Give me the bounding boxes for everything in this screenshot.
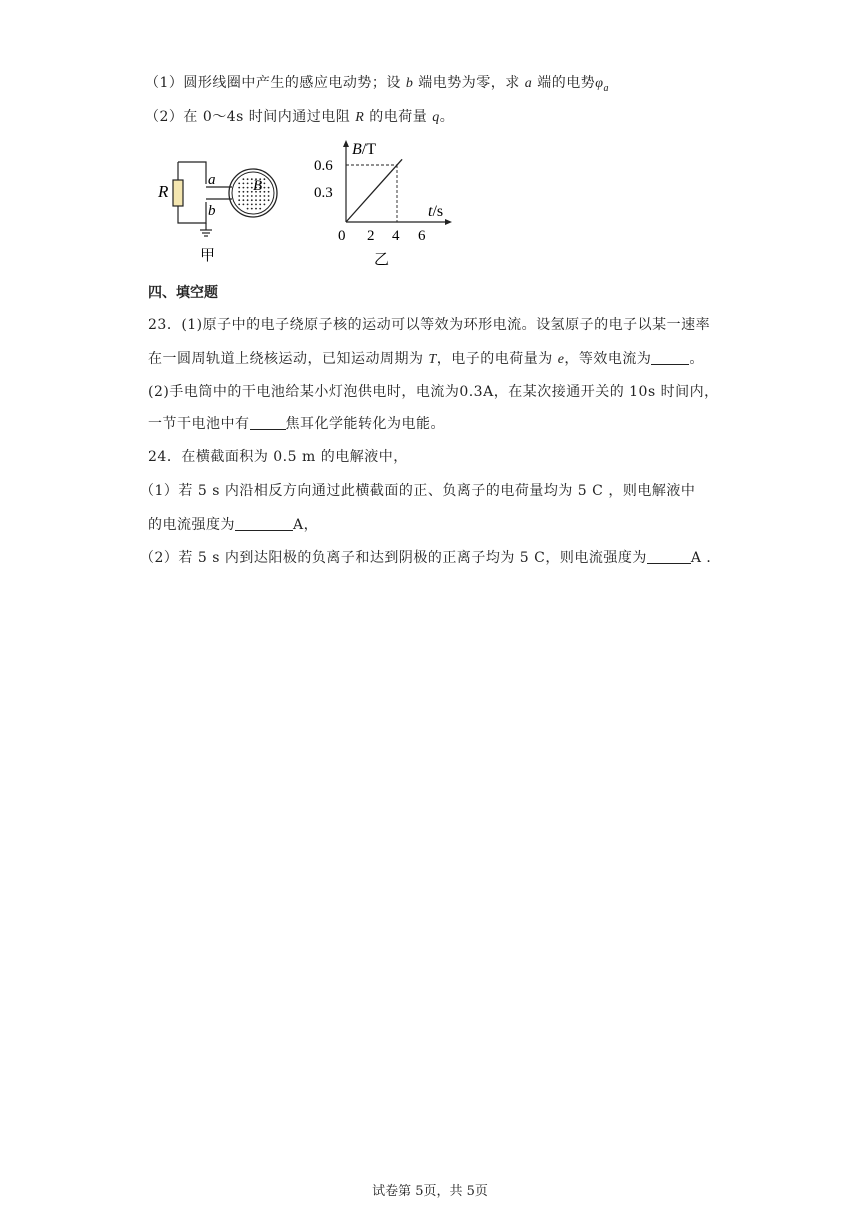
y-tick-0.3: 0.3 [314, 185, 333, 201]
q24-line2: （1）若 5 s 内沿相反方向通过此横截面的正、负离子的电荷量均为 5 C ，则电解液中 [140, 483, 696, 499]
figure-right-caption: 乙 [374, 252, 390, 268]
figure-left-caption: 甲 [200, 248, 216, 264]
resistor-label: R [158, 182, 169, 201]
q24-line3: 的电流强度为 A， [148, 517, 319, 533]
x-tick-2: 2 [367, 228, 375, 244]
field-dot [243, 187, 245, 189]
field-dot [264, 199, 266, 201]
field-dot [243, 183, 245, 185]
field-dot [268, 187, 270, 189]
field-dot [238, 204, 240, 206]
field-dot [251, 204, 253, 206]
q23-line3: (2)手电筒中的干电池给某小灯泡供电时，电流为0.3A，在某次接通开关的 10s 时间内， [148, 384, 719, 400]
field-dot [247, 199, 249, 201]
field-dot [251, 208, 253, 210]
field-dot [259, 208, 261, 210]
field-dot [264, 191, 266, 193]
field-dot [247, 191, 249, 193]
field-dot [243, 178, 245, 180]
field-dot [238, 183, 240, 185]
field-dot [243, 204, 245, 206]
field-dot [255, 208, 257, 210]
answer-blank-24-1[interactable] [235, 516, 293, 531]
field-dot [259, 204, 261, 206]
field-dot [251, 199, 253, 201]
x-tick-6: 6 [418, 228, 426, 244]
y-axis-label: B/T [352, 141, 376, 158]
answer-blank-23-2[interactable] [250, 415, 286, 430]
circuit-figure [150, 140, 290, 265]
field-dot [247, 195, 249, 197]
field-dot [247, 183, 249, 185]
y-tick-0.6: 0.6 [314, 158, 333, 174]
q22-part1: （1）圆形线圈中产生的感应电动势；设 b 端电势为零，求 a 端的电势$\varphi_a$ [145, 75, 609, 94]
x-tick-4: 4 [392, 228, 400, 244]
answer-blank-24-2[interactable] [647, 549, 691, 564]
field-dot [268, 191, 270, 193]
field-dot [264, 187, 266, 189]
page-footer: 试卷第 5页，共 5页 [372, 1184, 488, 1199]
field-dot [259, 195, 261, 197]
q23-line2: 在一圆周轨道上绕核运动，已知运动周期为 T，电子的电荷量为 e，等效电流为 。 [148, 351, 704, 367]
bt-graph [308, 138, 458, 270]
resistor [173, 180, 183, 206]
q23-line4: 一节干电池中有 焦耳化学能转化为电能。 [148, 416, 445, 432]
field-dot [238, 199, 240, 201]
field-dot [268, 195, 270, 197]
field-dot [264, 178, 266, 180]
answer-blank-23-1[interactable] [651, 350, 689, 365]
terminal-b-label: b [208, 203, 216, 219]
q22-part2: （2）在 0～4s 时间内通过电阻 R 的电荷量 q。 [145, 109, 455, 125]
field-dot [243, 199, 245, 201]
x-axis-label: t/s [428, 203, 444, 220]
field-dot [247, 204, 249, 206]
field-dot [247, 208, 249, 210]
field-dot [238, 195, 240, 197]
q23-line1: 23．(1)原子中的电子绕原子核的运动可以等效为环形电流。设氢原子的电子以某一速率 [148, 317, 711, 333]
q24-line1: 24．在横截面积为 0.5 m 的电解液中， [148, 449, 408, 465]
origin-label: 0 [338, 228, 346, 244]
field-dot [264, 195, 266, 197]
field-dot [268, 199, 270, 201]
field-dot [255, 195, 257, 197]
field-dot [247, 187, 249, 189]
field-dot [247, 178, 249, 180]
section-title: 四、填空题 [148, 285, 218, 301]
q24-line4: （2）若 5 s 内到达阳极的负离子和达到阴极的正离子均为 5 C，则电流强度为 A ． [140, 550, 721, 566]
field-dot [255, 204, 257, 206]
field-dot [243, 195, 245, 197]
series-line [346, 159, 402, 222]
field-dot [255, 199, 257, 201]
terminal-a-label: a [208, 172, 216, 188]
field-dot [238, 191, 240, 193]
field-dot [264, 183, 266, 185]
field-dot [238, 187, 240, 189]
field-dot [251, 195, 253, 197]
field-dot [259, 199, 261, 201]
field-label: B [253, 178, 263, 194]
field-dot [243, 191, 245, 193]
field-dot [264, 204, 266, 206]
